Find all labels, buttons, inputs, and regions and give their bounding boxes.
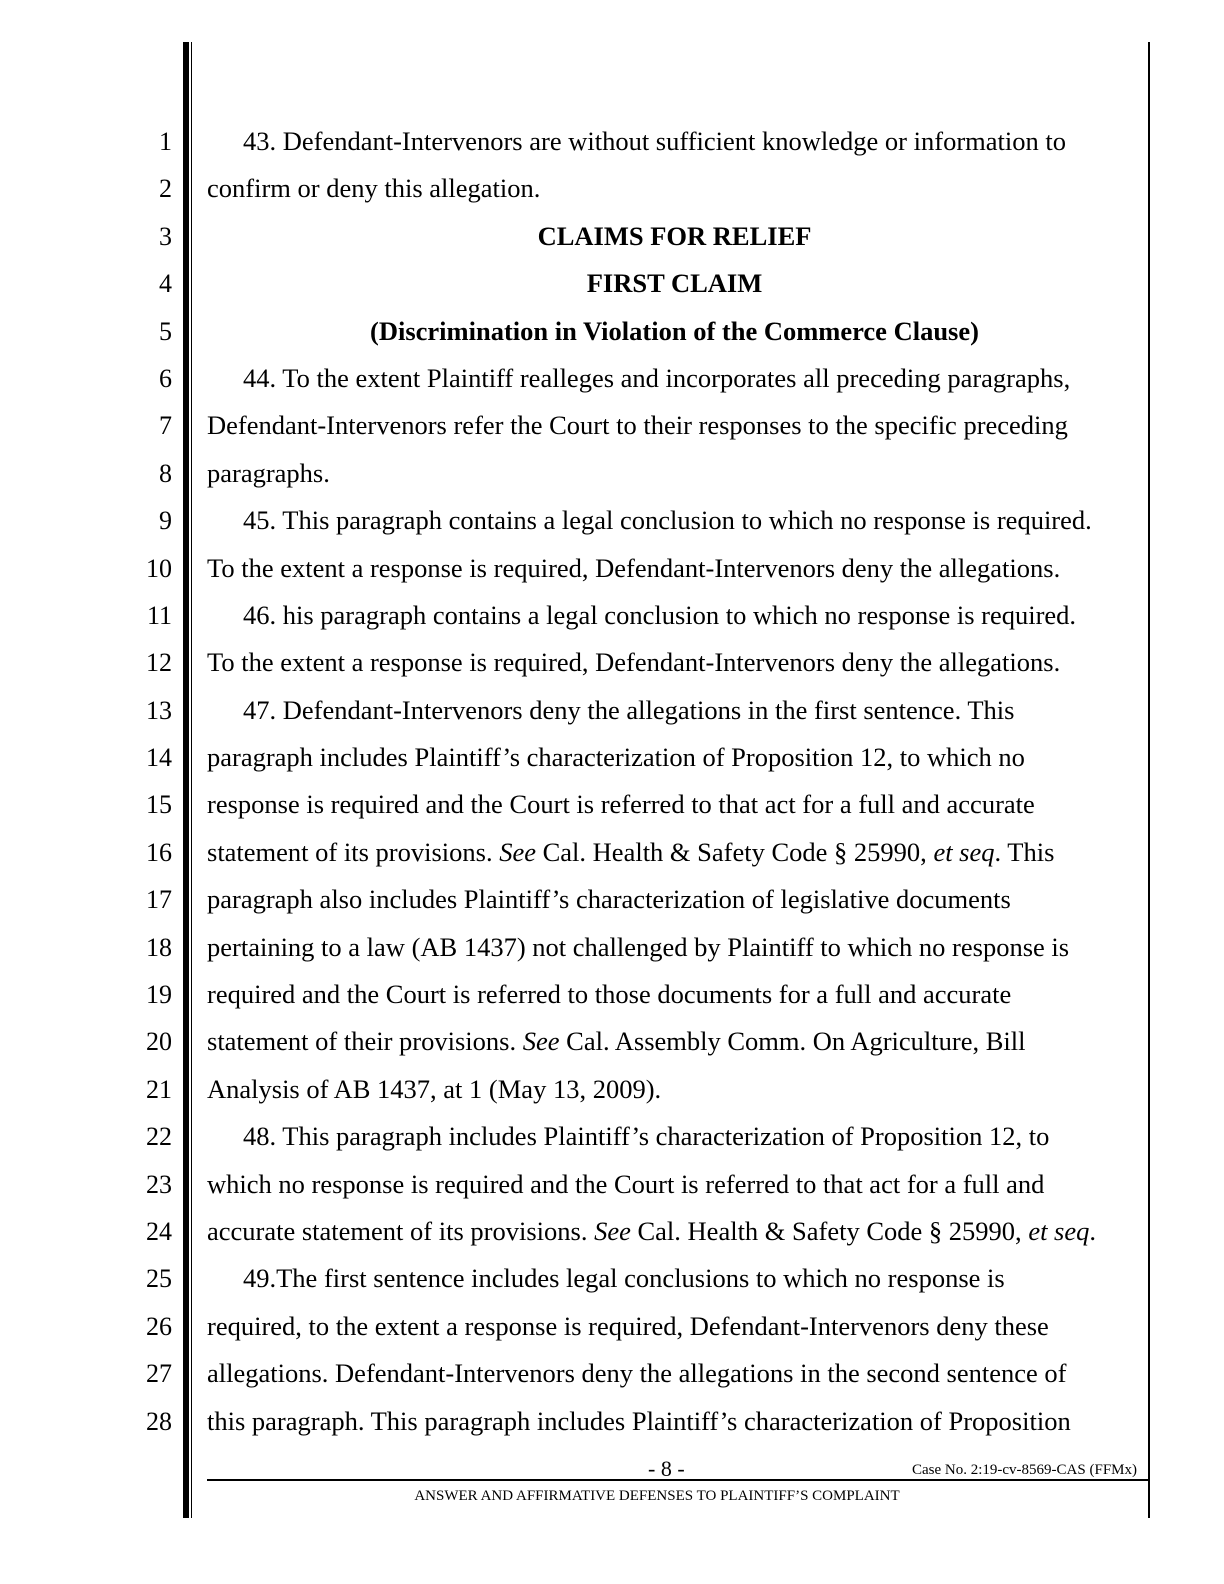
- text-line: [207, 639, 1142, 686]
- line-number: 28: [146, 1406, 172, 1436]
- line-number: 19: [146, 980, 172, 1010]
- text-line: [207, 1161, 1142, 1208]
- text-run: FIRST CLAIM: [586, 268, 763, 299]
- text-run: CLAIMS FOR RELIEF: [537, 220, 812, 251]
- text-line: [207, 1255, 1142, 1302]
- text-line: [207, 924, 1142, 971]
- italic-text: et seq: [1028, 1215, 1090, 1246]
- text-line: [207, 402, 1142, 449]
- line-number: 2: [159, 174, 172, 204]
- left-margin-double-rule: [183, 42, 189, 1518]
- italic-text: See: [594, 1215, 631, 1246]
- text-run: To the extent a response is required, Defendant-Intervenors deny the allegations.: [207, 552, 1061, 583]
- text-run: Cal. Assembly Comm. On Agriculture, Bill: [559, 1026, 1026, 1057]
- text-run: response is required and the Court is referred to that act for a full and accurate: [207, 789, 1035, 820]
- text-run: paragraph includes Plaintiff’s characterization of Proposition 12, to which no: [207, 742, 1025, 773]
- right-margin-rule: [1148, 42, 1150, 1518]
- text-line: [207, 829, 1142, 876]
- line-number: 11: [146, 600, 172, 630]
- section-heading: [207, 260, 1142, 307]
- italic-text: et seq: [933, 836, 995, 867]
- text-line: [207, 1018, 1142, 1065]
- text-run: 46. his paragraph contains a legal conclusion to which no response is required.: [243, 599, 1077, 630]
- italic-text: See: [522, 1026, 560, 1057]
- text-run: 47. Defendant-Intervenors deny the allegations in the first sentence. This: [243, 694, 1015, 725]
- line-number: 6: [159, 363, 172, 393]
- text-run: required, to the extent a response is required, Defendant-Intervenors deny these: [207, 1310, 1049, 1341]
- line-number: 27: [146, 1359, 172, 1389]
- text-run: allegations. Defendant-Intervenors deny the allegations in the second sentence of: [207, 1358, 1067, 1389]
- italic-text: See: [499, 836, 536, 867]
- text-run: .: [1089, 1215, 1097, 1246]
- line-number: 1: [159, 127, 172, 156]
- text-run: accurate statement of its provisions.: [207, 1215, 595, 1246]
- line-number: 12: [146, 648, 172, 678]
- text-run: pertaining to a law (AB 1437) not challenged by Plaintiff to which no response is: [207, 931, 1070, 962]
- section-heading: [207, 308, 1142, 355]
- line-number: 14: [146, 743, 172, 773]
- text-run: statement of its provisions.: [207, 836, 500, 867]
- text-line: [207, 355, 1142, 402]
- text-run: 43. Defendant-Intervenors are without sufficient knowledge or information to: [243, 126, 1066, 156]
- text-line: [207, 592, 1142, 639]
- line-number: 8: [159, 458, 172, 488]
- text-run: 49.The first sentence includes legal conclusions to which no response is: [243, 1263, 1005, 1294]
- line-number: 16: [146, 837, 172, 867]
- text-line: [207, 876, 1142, 923]
- line-number: 20: [146, 1027, 172, 1057]
- text-line: [207, 545, 1142, 592]
- footer-document-title: ANSWER AND AFFIRMATIVE DEFENSES TO PLAINTIFF’S COMPLAINT: [414, 1488, 900, 1504]
- text-run: To the extent a response is required, Defendant-Intervenors deny the allegations.: [207, 647, 1061, 678]
- text-line: [207, 1398, 1142, 1445]
- text-run: Cal. Health & Safety Code § 25990,: [630, 1215, 1029, 1246]
- pleading-line-numbers: [118, 118, 172, 1445]
- line-number: 17: [146, 885, 172, 915]
- text-run: Cal. Health & Safety Code § 25990,: [536, 836, 934, 867]
- line-number: 23: [146, 1169, 172, 1199]
- line-number: 24: [146, 1216, 172, 1246]
- line-number: 15: [146, 790, 172, 820]
- text-line: [207, 450, 1142, 497]
- text-line: [207, 497, 1142, 544]
- text-run: paragraphs.: [207, 457, 330, 488]
- line-number: 4: [159, 269, 172, 299]
- text-line: [207, 1303, 1142, 1350]
- text-run: required and the Court is referred to those documents for a full and accurate: [207, 979, 1012, 1010]
- text-run: which no response is required and the Court is referred to that act for a full and: [207, 1168, 1045, 1199]
- text-line: [207, 1066, 1142, 1113]
- text-line: [207, 165, 1142, 212]
- line-number: 7: [159, 411, 172, 441]
- text-line: [207, 1208, 1142, 1255]
- line-number: 26: [146, 1311, 172, 1341]
- line-number: 22: [146, 1122, 172, 1152]
- text-line: [207, 734, 1142, 781]
- text-run: (Discrimination in Violation of the Commerce Clause): [370, 315, 979, 346]
- text-run: confirm or deny this allegation.: [207, 173, 541, 204]
- text-line: [207, 118, 1142, 165]
- text-line: [207, 1350, 1142, 1397]
- line-number: 18: [146, 932, 172, 962]
- text-run: Analysis of AB 1437, at 1 (May 13, 2009).: [207, 1073, 662, 1104]
- section-heading: [207, 213, 1142, 260]
- text-run: paragraph also includes Plaintiff’s characterization of legislative documents: [207, 884, 1011, 915]
- text-run: this paragraph. This paragraph includes Plaintiff’s characterization of Proposition: [207, 1405, 1071, 1436]
- text-run: 48. This paragraph includes Plaintiff’s characterization of Proposition 12, to: [243, 1121, 1050, 1152]
- case-number: Case No. 2:19-cv-8569-CAS (FFMx): [912, 1462, 1137, 1478]
- text-line: [207, 1113, 1142, 1160]
- left-margin-thin-rule: [191, 42, 192, 1518]
- line-number: 5: [159, 316, 172, 346]
- line-number: 25: [146, 1264, 172, 1294]
- text-run: statement of their provisions.: [207, 1026, 523, 1057]
- text-line: [207, 781, 1142, 828]
- text-run: 44. To the extent Plaintiff realleges and incorporates all preceding paragraphs,: [243, 362, 1071, 393]
- line-number: 13: [146, 695, 172, 725]
- line-number: 3: [159, 221, 172, 251]
- line-number: 9: [159, 506, 172, 536]
- text-run: . This: [994, 836, 1055, 867]
- line-number: 21: [146, 1074, 172, 1104]
- text-line: [207, 971, 1142, 1018]
- text-line: [207, 687, 1142, 734]
- line-number: 10: [146, 553, 172, 583]
- text-run: Defendant-Intervenors refer the Court to their responses to the specific preceding: [207, 410, 1068, 441]
- text-run: 45. This paragraph contains a legal conclusion to which no response is required.: [243, 505, 1092, 536]
- page-number: - 8 -: [648, 1456, 685, 1481]
- pleading-body-text: [207, 118, 1142, 1445]
